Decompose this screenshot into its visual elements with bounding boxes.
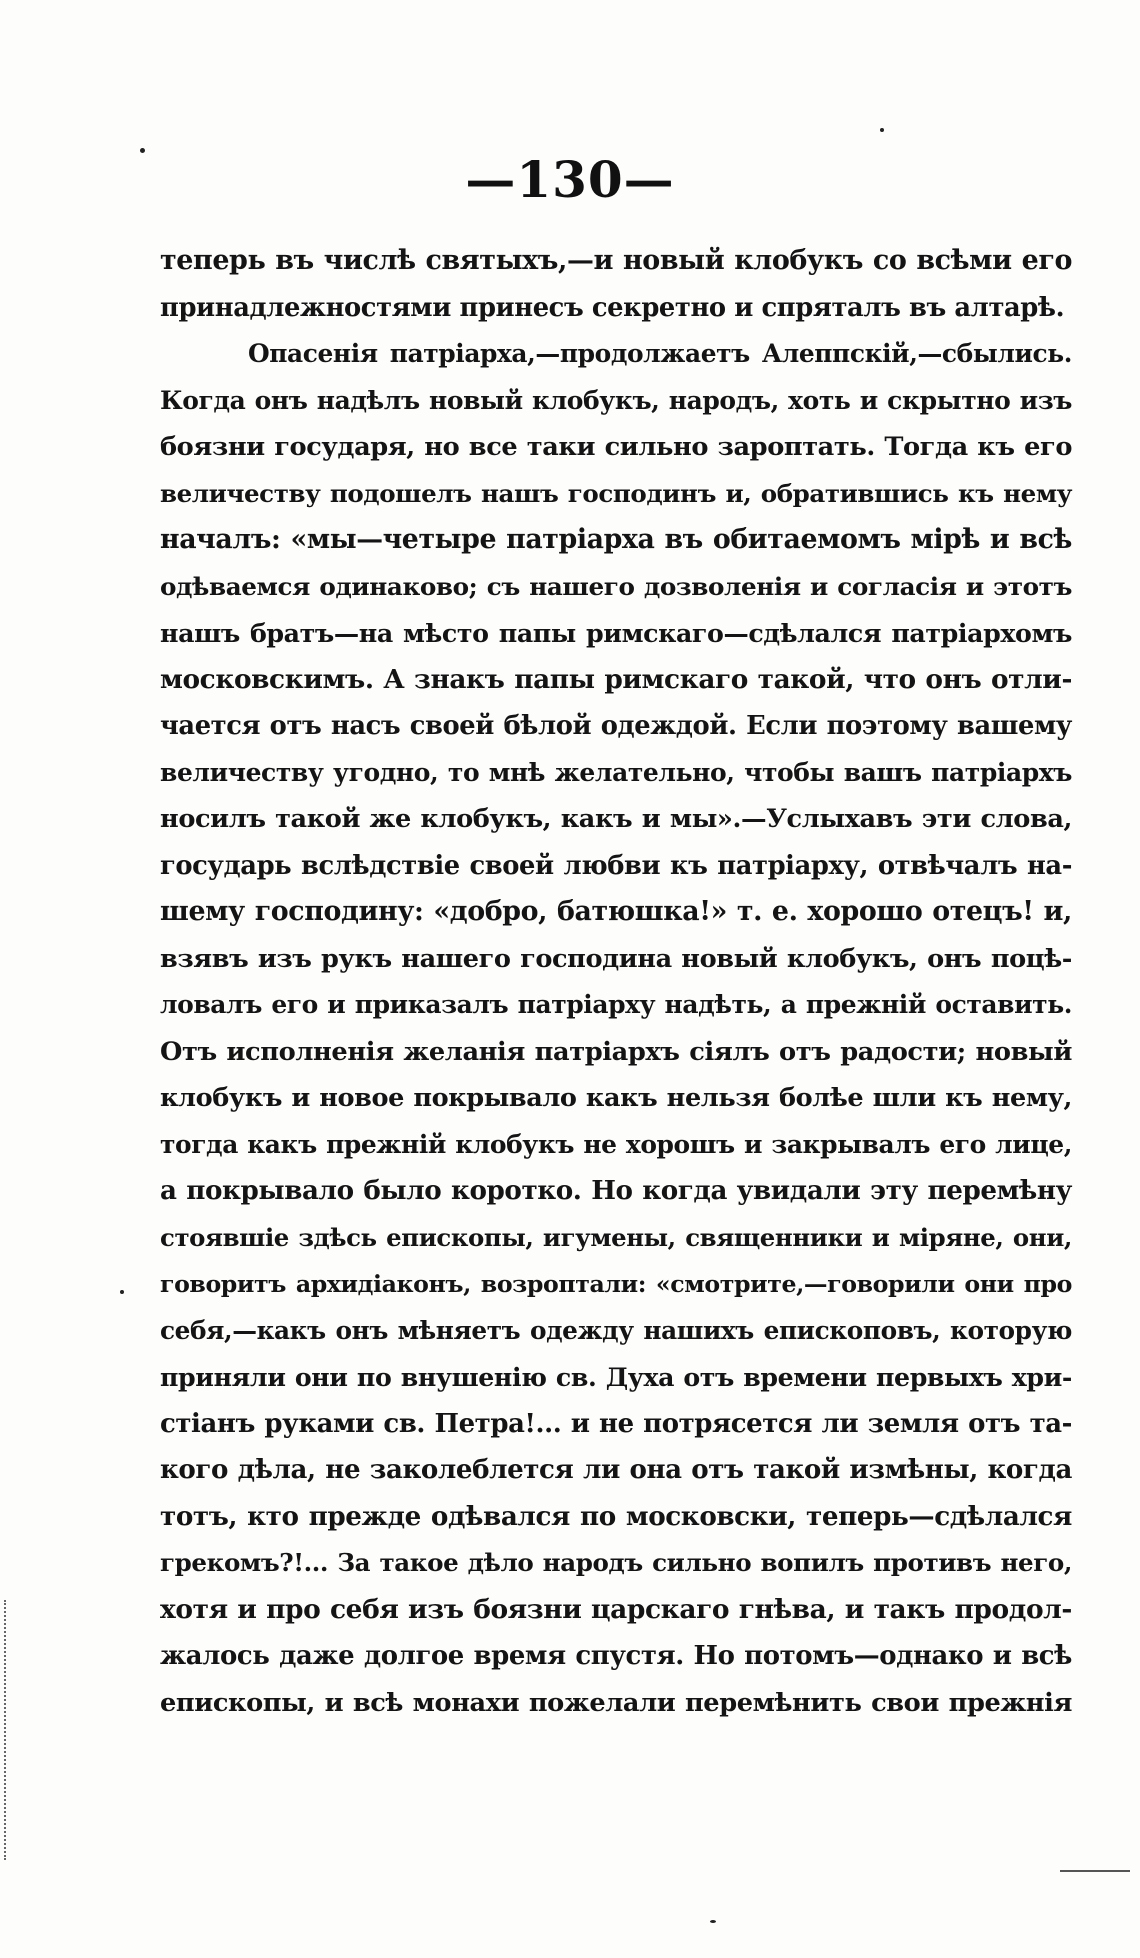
scan-speck [140,148,145,153]
text-line: епископы, и всѣ монахи пожелали перемѣнить свои прежнія [160,1687,1072,1718]
text-line: принадлежностями принесъ секретно и спряталъ въ алтарѣ. [160,292,1065,323]
text-line: величеству подошелъ нашъ господинъ и, обратившись къ нему [160,478,1072,508]
text-line: шему господину: «добро, батюшка!» т. е. хорошо отецъ! и, [160,896,1072,927]
text-line: тотъ, кто прежде одѣвался по московски, теперь—сдѣлался [160,1500,1072,1532]
text-line: грекомъ?!... За такое дѣло народъ сильно вопилъ противъ него, [160,1548,1072,1577]
text-line: нашъ братъ—на мѣсто папы римскаго—сдѣлался патріархомъ [160,618,1072,648]
text-line: а покрывало было коротко. Но когда увидали эту перемѣну [160,1175,1072,1206]
text-line: Когда онъ надѣлъ новый клобукъ, народъ, хоть и скрытно изъ [160,385,1072,415]
text-line: себя,—какъ онъ мѣняетъ одежду нашихъ епископовъ, которую [160,1315,1072,1345]
scan-speck [120,1290,124,1294]
text-line: кого дѣла, не заколеблется ли она отъ такой измѣны, когда [160,1455,1072,1485]
text-line: говоритъ архидіаконъ, возроптали: «смотрите,—говорили они про [160,1270,1072,1298]
text-line: взявъ изъ рукъ нашего господина новый клобукъ, онъ поцѣ- [160,943,1072,974]
text-line: тогда какъ прежній клобукъ не хорошъ и закрывалъ его лице, [160,1129,1072,1159]
text-line: одѣваемся одинаково; съ нашего дозволенія и согласія и этотъ [160,571,1072,601]
text-line: московскимъ. А знакъ папы римскаго такой, что онъ отли- [160,663,1072,695]
text-line: стоявшіе здѣсь епископы, игумены, священники и міряне, они, [160,1222,1072,1252]
text-line: хотя и про себя изъ боязни царскаго гнѣва, и такъ продол- [160,1593,1072,1625]
text-line: государь вслѣдствіе своей любви къ патріарху, отвѣчалъ на- [160,850,1072,881]
text-line: началъ: «мы—четыре патріарха въ обитаемомъ мірѣ и всѣ [160,524,1072,555]
text-line: жалось даже долгое время спустя. Но потомъ—однако и всѣ [160,1641,1072,1671]
text-line: боязни государя, но все таки сильно зароптать. Тогда къ его [160,432,1072,462]
page-number: —130— [465,150,675,209]
text-line: Опасенія патріарха,—продолжаетъ Алеппскій,—сбылись. [248,339,1072,368]
text-line: чается отъ насъ своей бѣлой одеждой. Если поэтому вашему [160,711,1072,741]
text-line: величеству угодно, то мнѣ желательно, чтобы вашъ патріархъ [160,757,1072,787]
text-line: Отъ исполненія желанія патріархъ сіялъ отъ радости; новый [160,1036,1072,1067]
text-line: теперь въ числѣ святыхъ,—и новый клобукъ со всѣми его [160,245,1072,276]
body-text [160,238,1072,1726]
text-line: стіанъ руками св. Петра!... и не потрясется ли земля отъ та- [160,1408,1072,1439]
text-line: ловалъ его и приказалъ патріарху надѣть, а прежній оставить. [160,990,1072,1019]
scan-speck [880,128,884,132]
text-line: клобукъ и новое покрывало какъ нельзя болѣе шли къ нему, [160,1083,1072,1113]
text-line: приняли они по внушенію св. Духа отъ времени первыхъ хри- [160,1362,1072,1392]
text-line: носилъ такой же клобукъ, какъ и мы».—Услыхавъ эти слова, [160,804,1072,834]
scan-edge-line [1060,1870,1130,1872]
scan-edge-marks [4,1600,12,1860]
scan-speck [710,1920,716,1923]
